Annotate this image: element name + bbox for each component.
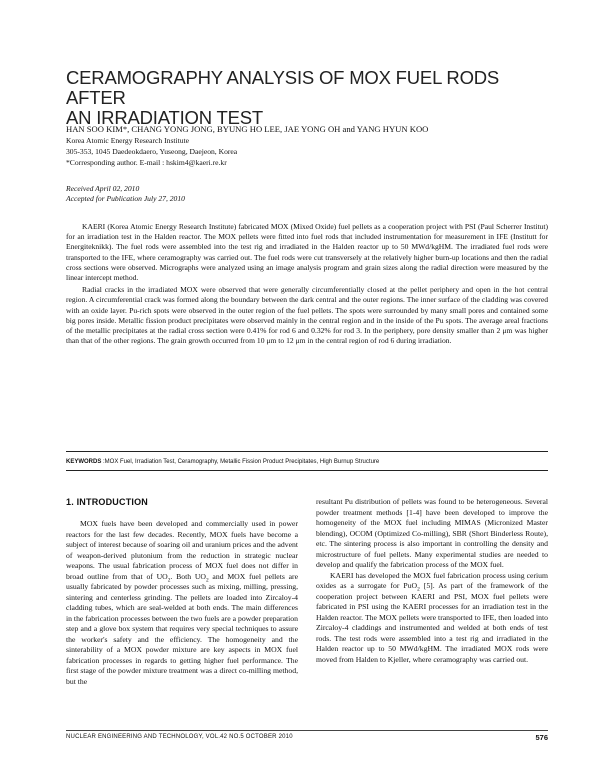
keywords-label: KEYWORDS [66,459,102,465]
title-line-1: CERAMOGRAPHY ANALYSIS OF MOX FUEL RODS AFTER [66,67,500,108]
keywords-rule-bottom [66,470,548,471]
affiliation-org: Korea Atomic Energy Research Institute [66,136,190,145]
keywords-text: :MOX Fuel, Irradiation Test, Ceramography, Metallic Fission Product Precipitates, High Burnup Structure [101,459,380,465]
title-line-2: AN IRRADIATION TEST [66,107,263,128]
received-date: Received April 02, 2010 [66,184,140,193]
section-heading: 1. INTRODUCTION [66,497,149,507]
author-list: HAN SOO KIM*, CHANG YONG JONG, BYUNG HO LEE, JAE YONG OH and YANG HYUN KOO [66,124,429,134]
intro-paragraph-1: MOX fuels have been developed and commercially used in power reactors for the last few decades. Recently, MOX fuels have become a subject of interest because of soaring oil and uranium prices and the advent of weapon-derived plutonium from the reduction in strategic nuclear weapons. The usual fabrication process of MOX fuel does not differ in broad outline from that of $UO_2$. Both $UO_2$ and MOX fuel pellets are usually fabricated by powder processes such as mixing, milling, pressing, sintering and centerless grinding. The pellets are loaded into Zircaloy-4 cladding tubes, which are seal-welded at both ends. The main differences in the fabrication processes between the two fuels are a powder preparation step and a glove box system that requires very special techniques to assure the worker's safety and the efficiency. The homogeneity and the sinterability of a MOX powder mixture are key aspects in MOX fuel fabrication processes in regards to getting higher fuel performance. The first stage of the powder mixture treatment was a direct co-milling method, but the [66,519,298,686]
keywords [66,458,548,466]
page-number: 576 [535,733,548,742]
body-column-right [316,497,548,665]
footer-rule [66,730,548,731]
accepted-date: Accepted for Publication July 27, 2010 [66,194,185,203]
abstract-paragraph-1: KAERI (Korea Atomic Energy Research Institute) fabricated MOX (Mixed Oxide) fuel pellets as a cooperation project with PSI (Paul Scherrer Institut) for an irradiation test in the Halden reactor. The MOX pellets were fitted into fuel rods that included instrumentation for measurement in IFE (Institutt for Energiteknikk). The fuel rods were assembled into the test rig and irradiated in the Halden reactor up to 50 MWd/kgHM. The irradiated fuel rods were transported to the IFE, where ceramography was carried out. The fuel rods were cut transversely at the relatively higher burn-up locations and then the radial cross sections were observed. Micrographs were analyzed using an image analysis program and grain sizes along the radial direction were measured by the linear intercept method. [66,222,548,283]
keywords-rule-top [66,451,548,452]
body-column-left [66,519,298,687]
intro-paragraph-2: resultant Pu distribution of pellets was found to be heterogeneous. Several powder treatment methods [1-4] have been developed to improve the homogeneity of the MOX fuel including MIMAS (Micronized Master blending), OCOM (Optimized Co-milling), SBR (Short Binderless Route), etc. The sintering process is also important in controlling the density and microstructure of fuel pellets. Many experimental studies are needed to develop and qualify the fabrication process of the MOX fuel. [316,497,548,569]
abstract [66,222,548,346]
abstract-paragraph-2: Radial cracks in the irradiated MOX were observed that were generally circumferentially closed at the pellet periphery and open in the hot central region. A circumferential crack was formed along the boundary between the dark central and the outer regions. The inner surface of the cladding was covered with an oxide layer. Pu-rich spots were observed in the outer region of the fuel pellets. The spots were surrounded by many small pores and contained some big pores inside. Metallic fission product precipitates were observed mainly in the central region and in the inside of the Pu spots. The average areal fractions of the metallic precipitates at the radial cross section were 0.41% for rod 6 and 0.32% for rod 3. In the periphery, pore density smaller than 2 μm was higher than that of the other regions. The grain growth occurred from 10 μm to 12 μm in the central region of rod 6 during irradiation. [66,285,548,346]
affiliation-address: 305-353, 1045 Daedeokdaero, Yuseong, Daejeon, Korea [66,147,238,156]
intro-paragraph-3: KAERI has developed the MOX fuel fabrication process using cerium oxides as a surrogate for PuO$_2$ [5]. As part of the framework of the cooperation project between KAERI and PSI, MOX fuel pellets were fabricated in PSI using the KAERI processes for an irradiation test in the Halden reactor. The MOX pellets were transported to IFE, then loaded into Zircaloy-4 claddings and instrumented and welded at both ends of test rods. The test rods were assembled into a test rig and irradiated in the Halden reactor up to 50 MWd/kgHM. The irradiated MOX rods were moved from Halden to Kjeller, where ceramography was carried out. [316,570,548,664]
footer-journal: NUCLEAR ENGINEERING AND TECHNOLOGY, VOL.42 NO.5 OCTOBER 2010 [66,734,293,740]
paper-title [66,68,546,128]
corresponding-author: *Corresponding author. E-mail : hskim4@kaeri.re.kr [66,158,227,167]
